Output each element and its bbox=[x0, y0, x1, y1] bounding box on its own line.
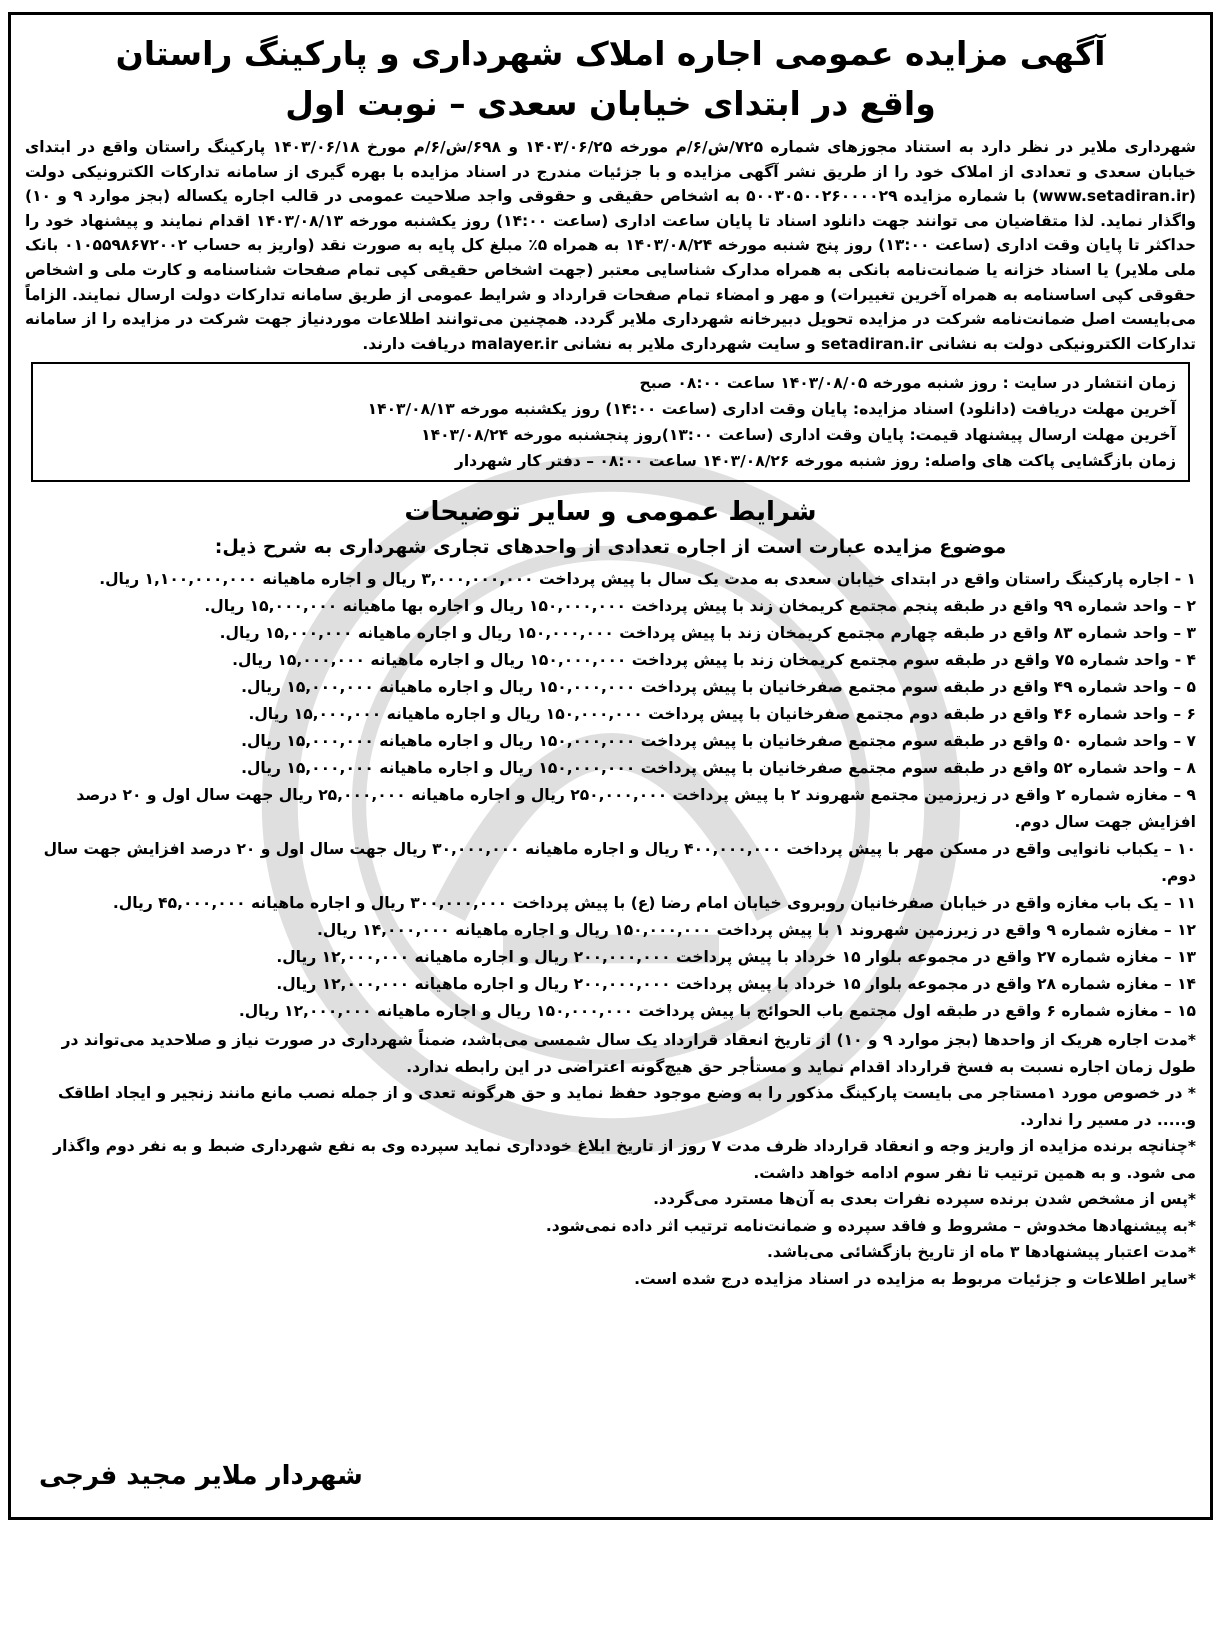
list-item: ۵ – واحد شماره ۴۹ واقع در طبقه سوم مجتمع صفرخانیان با پیش پرداخت ۱۵۰,۰۰۰,۰۰۰ ریال و اجاره ماهیانه ۱۵,۰۰۰,۰۰۰ ریال. bbox=[241, 678, 1196, 697]
subject-line: موضوع مزایده عبارت است از اجاره تعدادی از واحدهای تجاری شهرداری به شرح ذیل: bbox=[214, 536, 1007, 559]
list-item: ۱۰ – یکباب نانوایی واقع در مسکن مهر با پیش پرداخت ۴۰۰,۰۰۰,۰۰۰ ریال و اجاره ماهیانه ۳۰,۰۰۰,۰۰۰ ریال جهت سال اول و ۲۰ درصد افزایش جهت سال دوم. bbox=[43, 840, 1196, 886]
schedule-line: آخرین مهلت دریافت (دانلود) اسناد مزایده: پایان وقت اداری (ساعت ۱۴:۰۰) روز یکشنبه مورخه ۱۴۰۳/۰۸/۱۳ bbox=[367, 400, 1176, 419]
title-line-1: آگهی مزایده عمومی اجاره املاک شهرداری و پارکینگ راستان bbox=[115, 34, 1106, 73]
intro-paragraph: شهرداری ملایر در نظر دارد به استناد مجوزهای شماره ۷۲۵/ش/۶/م مورخه ۱۴۰۳/۰۶/۲۵ و ۶۹۸/ش/۶/م مورخ ۱۴۰۳/۰۶/۱۸ پارکینگ راستان واقع در ابتدای خیابان سعدی و تعدادی از املاک خود را از طریق نشر آگهی مزایده و با جزئیات مندرج در اسناد مزایده با بهره گیری از سامانه تدارکات الکترونیکی دولت (www.setadiran.ir) با شماره مزایده ۵۰۰۳۰۵۰۰۲۶۰۰۰۰۲۹ به اشخاص حقیقی و حقوقی واجد صلاحیت عمومی در قالب اجاره یکساله (بجز موارد ۹ و ۱۰) واگذار نماید. لذا متقاضیان می توانند جهت دانلود اسناد تا پایان ساعت اداری (ساعت ۱۴:۰۰) روز یکشنبه مورخه ۱۴۰۳/۰۸/۱۳ اقدام نمایند و پیشنهاد خود را حداکثر تا پایان وقت اداری (ساعت ۱۳:۰۰) روز پنج شنبه مورخه ۱۴۰۳/۰۸/۲۴ به همراه ۵٪ مبلغ کل پایه به صورت نقد (واریز به حساب ۰۱۰۵۵۹۸۶۷۲۰۰۲ بانک ملی ملایر) یا اسناد خزانه یا ضمانت‌نامه بانکی به همراه مدارک شناسایی معتبر (جهت اشخاص حقیقی کپی تمام صفحات شناسنامه و کارت ملی و اشخاص حقوقی کپی اساسنامه به همراه آخرین تغییرات) و مهر و امضاء تمام صفحات قرارداد و شرایط عمومی از طریق سامانه تدارکات دولت ارسال نمایند. الزاماً می‌بایست اصل ضمانت‌نامه شرکت در مزایده تحویل دبیرخانه شهرداری ملایر گردد. همچنین می‌توانند اطلاعات موردنیاز جهت شرکت در مزایده را از سامانه تدارکات الکترونیکی دولت به نشانی setadiran.ir و سایت شهرداری ملایر به نشانی malayer.ir دریافت دارند. bbox=[25, 138, 1197, 353]
list-item: ۸ – واحد شماره ۵۲ واقع در طبقه سوم مجتمع صفرخانیان با پیش پرداخت ۱۵۰,۰۰۰,۰۰۰ ریال و اجاره ماهیانه ۱۵,۰۰۰,۰۰۰ ریال. bbox=[241, 759, 1196, 778]
list-item: ۷ – واحد شماره ۵۰ واقع در طبقه سوم مجتمع صفرخانیان با پیش پرداخت ۱۵۰,۰۰۰,۰۰۰ ریال و اجاره ماهیانه ۱۵,۰۰۰,۰۰۰ ریال. bbox=[241, 732, 1196, 751]
note-item: *سایر اطلاعات و جزئیات مربوط به مزایده در اسناد مزایده درج شده است. bbox=[634, 1269, 1196, 1288]
notes-list bbox=[25, 1027, 1196, 1292]
note-item: *پس از مشخص شدن برنده سپرده نفرات بعدی به آن‌ها مسترد می‌گردد. bbox=[653, 1190, 1196, 1209]
note-item: *مدت اعتبار پیشنهادها ۳ ماه از تاریخ بازگشائی می‌باشد. bbox=[766, 1243, 1196, 1262]
schedule-line: زمان انتشار در سایت : روز شنبه مورخه ۱۴۰۳/۰۸/۰۵ ساعت ۰۸:۰۰ صبح bbox=[639, 374, 1176, 393]
list-item: ۱۲ – مغازه شماره ۹ واقع در زیرزمین شهروند ۱ با پیش پرداخت ۱۵۰,۰۰۰,۰۰۰ ریال و اجاره ماهیانه ۱۴,۰۰۰,۰۰۰ ریال. bbox=[316, 921, 1196, 940]
list-item: ۱ - اجاره پارکینگ راستان واقع در ابتدای خیابان سعدی به مدت یک سال با پیش پرداخت ۳,۰۰۰,۰۰۰,۰۰۰ ریال و اجاره ماهیانه ۱,۱۰۰,۰۰۰,۰۰۰ ریال. bbox=[99, 570, 1196, 589]
list-item: ۹ – مغازه شماره ۲ واقع در زیرزمین مجتمع شهروند ۲ با پیش پرداخت ۲۵۰,۰۰۰,۰۰۰ ریال و اجاره ماهیانه ۲۵,۰۰۰,۰۰۰ ریال جهت سال اول و ۲۰ درصد افزایش جهت سال دوم. bbox=[76, 786, 1196, 832]
list-item: ۱۱ – یک باب مغازه واقع در خیابان صفرخانیان روبروی خیابان امام رضا (ع) با پیش پرداخت ۳۰۰,۰۰۰,۰۰۰ ریال و اجاره ماهیانه ۴۵,۰۰۰,۰۰۰ ریال. bbox=[112, 894, 1196, 913]
schedule-line: آخرین مهلت ارسال پیشنهاد قیمت: پایان وقت اداری (ساعت ۱۳:۰۰)روز پنجشنبه مورخه ۱۴۰۳/۰۸/۲۴ bbox=[421, 426, 1176, 445]
list-item: ۱۴ – مغازه شماره ۲۸ واقع در مجموعه بلوار ۱۵ خرداد با پیش پرداخت ۲۰۰,۰۰۰,۰۰۰ ریال و اجاره ماهیانه ۱۲,۰۰۰,۰۰۰ ریال. bbox=[276, 975, 1196, 994]
list-item: ۱۳ – مغازه شماره ۲۷ واقع در مجموعه بلوار ۱۵ خرداد با پیش پرداخت ۲۰۰,۰۰۰,۰۰۰ ریال و اجاره ماهیانه ۱۲,۰۰۰,۰۰۰ ریال. bbox=[276, 948, 1196, 967]
list-item: ۴ - واحد شماره ۷۵ واقع در طبقه سوم مجتمع کریمخان زند با پیش پرداخت ۱۵۰,۰۰۰,۰۰۰ ریال و اجاره ماهیانه ۱۵,۰۰۰,۰۰۰ ریال. bbox=[232, 651, 1196, 670]
list-item: ۱۵ – مغازه شماره ۶ واقع در طبقه اول مجتمع باب الحوائج با پیش پرداخت ۱۵۰,۰۰۰,۰۰۰ ریال و اجاره ماهیانه ۱۲,۰۰۰,۰۰۰ ریال. bbox=[238, 1002, 1196, 1021]
notice-frame bbox=[8, 12, 1213, 1520]
title-line-2: واقع در ابتدای خیابان سعدی – نوبت اول bbox=[285, 84, 936, 123]
note-item: *چنانچه برنده مزایده از واریز وجه و انعقاد قرارداد ظرف مدت ۷ روز از تاریخ ابلاغ خودداری نماید سپرده وی به نفع شهرداری ضبط و به نفر دوم واگذار می شود. و به همین ترتیب تا نفر سوم ادامه خواهد داشت. bbox=[53, 1137, 1196, 1182]
items-list bbox=[25, 566, 1196, 1025]
list-item: ۶ – واحد شماره ۴۶ واقع در طبقه دوم مجتمع صفرخانیان با پیش پرداخت ۱۵۰,۰۰۰,۰۰۰ ریال و اجاره ماهیانه ۱۵,۰۰۰,۰۰۰ ریال. bbox=[248, 705, 1196, 724]
note-item: *به پیشنهادها مخدوش – مشروط و فاقد سپرده و ضمانت‌نامه ترتیب اثر داده نمی‌شود. bbox=[545, 1216, 1196, 1235]
note-item: * در خصوص مورد ۱مستاجر می بایست پارکینگ مذکور را به وضع موجود حفظ نماید و حق هرگونه تعدی و از جمله نصب مانع مانند زنجیر و ایجاد اطاقک و..... در مسیر را ندارد. bbox=[57, 1084, 1196, 1129]
section-title: شرایط عمومی و سایر توضیحات bbox=[404, 497, 817, 528]
list-item: ۳ – واحد شماره ۸۳ واقع در طبقه چهارم مجتمع کریمخان زند با پیش پرداخت ۱۵۰,۰۰۰,۰۰۰ ریال و اجاره ماهیانه ۱۵,۰۰۰,۰۰۰ ریال. bbox=[219, 624, 1196, 643]
signature: شهردار ملایر مجید فرجی bbox=[39, 1461, 363, 1491]
schedule-box bbox=[31, 362, 1190, 482]
list-item: ۲ – واحد شماره ۹۹ واقع در طبقه پنجم مجتمع کریمخان زند با پیش پرداخت ۱۵۰,۰۰۰,۰۰۰ ریال و اجاره بها ماهیانه ۱۵,۰۰۰,۰۰۰ ریال. bbox=[204, 597, 1196, 616]
schedule-line: زمان بازگشایی پاکت های واصله: روز شنبه مورخه ۱۴۰۳/۰۸/۲۶ ساعت ۰۸:۰۰ – دفتر کار شهردار bbox=[454, 452, 1176, 471]
note-item: *مدت اجاره هریک از واحدها (بجز موارد ۹ و ۱۰) از تاریخ انعقاد قرارداد یک سال شمسی می‌باشد، ضمناً شهرداری در صورت نیاز و صلاحدید می‌تواند در طول زمان اجاره نسبت به فسخ قرارداد اقدام نماید و مستأجر حق هیچ‌گونه اعتراضی در این رابطه ندارد. bbox=[61, 1031, 1196, 1076]
notice-title bbox=[25, 29, 1196, 129]
